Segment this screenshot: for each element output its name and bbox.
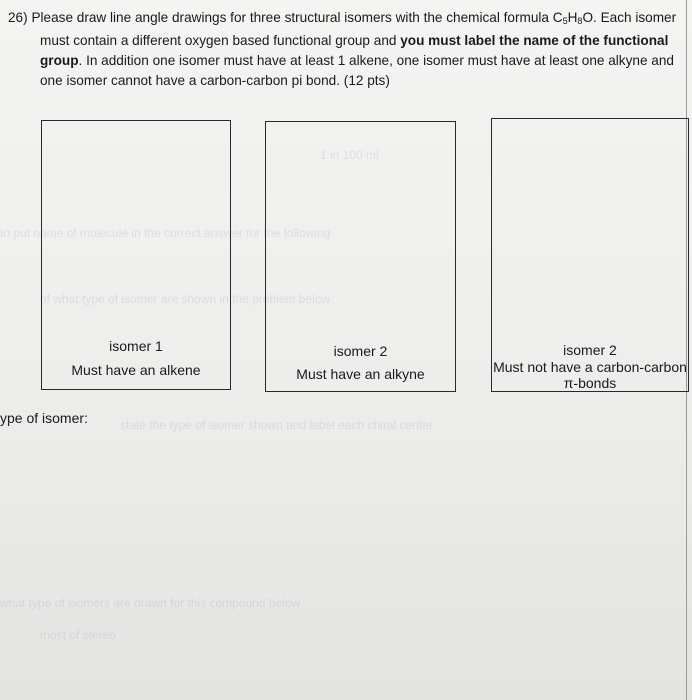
isomer-2-box[interactable] <box>265 121 456 392</box>
isomer-1-box[interactable] <box>41 120 231 390</box>
isomer-2-requirement: Must have an alkyne <box>296 366 425 382</box>
isomer-3-requirement: Must not have a carbon-carbon π-bonds <box>493 359 687 391</box>
question-text-end: . In addition one isomer must have at least 1 alkene, one isomer must have at least one alkyne and one isomer cannot have a carbon-carbon pi bond. (12 pts) <box>40 53 674 88</box>
isomer-2-title: isomer 2 <box>333 343 388 359</box>
formula-c-subscript: 5 <box>562 16 568 26</box>
bleed-through-text: most of stereo <box>40 628 117 642</box>
isomer-1-title: isomer 1 <box>109 338 163 354</box>
bleed-through-text: of what type of isomer are shown in the problem below <box>40 292 331 306</box>
question-number: 26) <box>8 10 28 25</box>
question-bold-instruction: you must label the name of the functional group <box>40 33 669 68</box>
isomer-3-box[interactable] <box>491 118 689 392</box>
formula-h: H <box>567 10 578 25</box>
question-text-cont: O. Each isomer must contain a different oxygen based functional group and <box>40 10 677 48</box>
isomer-3-title: isomer 2 <box>563 342 617 358</box>
question-26 <box>8 8 678 91</box>
bleed-through-text: 1 in 100 ml <box>320 148 379 162</box>
isomer-1-requirement: Must have an alkene <box>71 362 201 378</box>
bleed-through-text: what type of isomers are drawn for this compound below <box>0 596 301 610</box>
formula-h-subscript: 8 <box>577 16 583 26</box>
bleed-through-text: state the type of isomer shown and label each chiral center <box>120 418 433 432</box>
type-of-isomer-label: ype of isomer: <box>0 410 88 426</box>
bleed-through-text: to put name of molecule in the correct answer for the following <box>0 226 331 240</box>
question-text: Please draw line angle drawings for three structural isomers with the chemical formula C <box>31 10 563 25</box>
